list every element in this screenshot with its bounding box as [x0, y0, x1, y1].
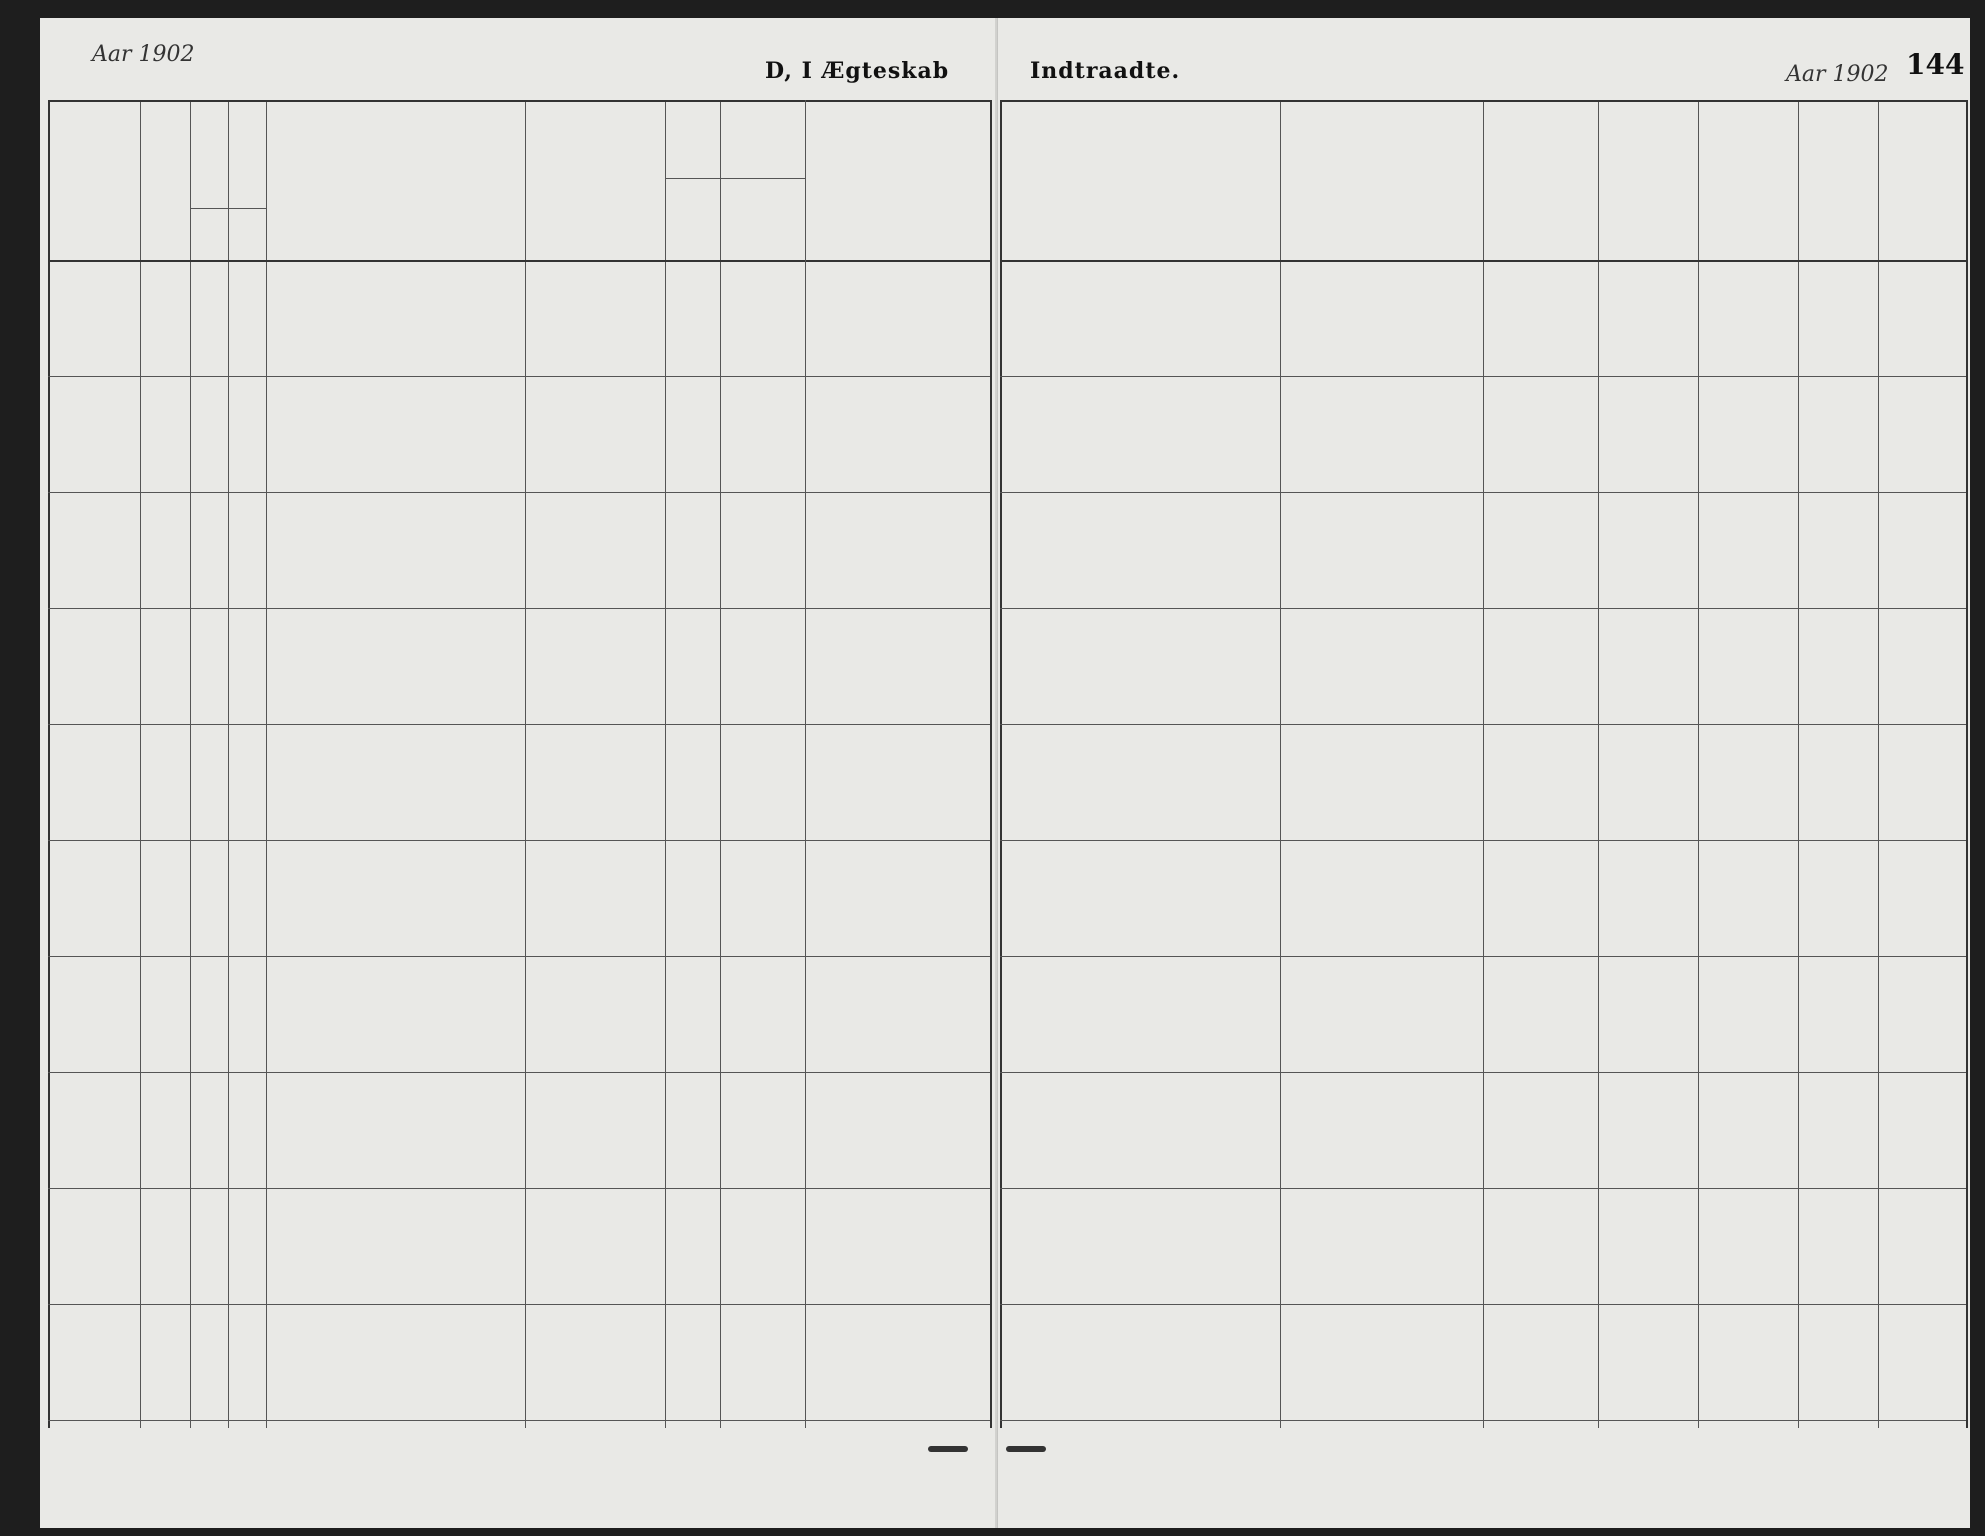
left-row-rule: [48, 492, 990, 493]
left-col-rule: [665, 100, 666, 1428]
right-col-rule: [1483, 100, 1484, 1428]
page-number: 144: [1906, 48, 1965, 81]
left-row-rule: [48, 840, 990, 841]
left-col-rule: [48, 100, 50, 1428]
right-row-rule: [1000, 1188, 1966, 1189]
right-header-top-rule: [1000, 100, 1966, 102]
left-col-rule: [720, 100, 721, 1428]
left-sub-col-rule: [805, 100, 806, 1428]
title-left: D, I Ægteskab: [765, 58, 950, 84]
right-row-rule: [1000, 1304, 1966, 1305]
left-final-rule: [48, 1420, 990, 1421]
left-sub-rule: [665, 178, 805, 179]
left-col-rule: [266, 100, 267, 1428]
left-col-rule: [228, 100, 229, 1428]
left-header-bottom-rule: [48, 260, 990, 262]
left-col-rule: [140, 100, 141, 1428]
right-col-rule: [1280, 100, 1281, 1428]
left-header-top-rule: [48, 100, 990, 102]
right-final-rule: [1000, 1420, 1966, 1421]
left-col-rule: [525, 100, 526, 1428]
right-col-rule: [1878, 100, 1879, 1428]
right-row-rule: [1000, 376, 1966, 377]
left-row-rule: [48, 608, 990, 609]
left-sub-rule: [190, 208, 266, 209]
right-col-rule: [1698, 100, 1699, 1428]
right-row-rule: [1000, 956, 1966, 957]
right-year-label: Aar 1902: [1786, 62, 1889, 87]
right-row-rule: [1000, 608, 1966, 609]
left-col-rule: [990, 100, 992, 1428]
left-year-label: Aar 1902: [92, 42, 195, 67]
left-row-rule: [48, 1188, 990, 1189]
left-row-rule: [48, 956, 990, 957]
ink-smudge: [928, 1446, 968, 1452]
right-row-rule: [1000, 492, 1966, 493]
right-col-rule: [1000, 100, 1002, 1428]
left-row-rule: [48, 724, 990, 725]
right-col-rule: [1798, 100, 1799, 1428]
right-page: [998, 18, 1970, 1528]
right-header-bottom-rule: [1000, 260, 1966, 262]
title-right: Indtraadte.: [1030, 58, 1181, 84]
right-row-rule: [1000, 1072, 1966, 1073]
right-row-rule: [1000, 840, 1966, 841]
left-row-rule: [48, 1072, 990, 1073]
ink-smudge: [1006, 1446, 1046, 1452]
left-row-rule: [48, 1304, 990, 1305]
right-row-rule: [1000, 724, 1966, 725]
left-page: [40, 18, 995, 1528]
left-col-rule: [190, 100, 191, 1428]
left-row-rule: [48, 376, 990, 377]
right-col-rule: [1598, 100, 1599, 1428]
right-col-rule: [1966, 100, 1968, 1428]
